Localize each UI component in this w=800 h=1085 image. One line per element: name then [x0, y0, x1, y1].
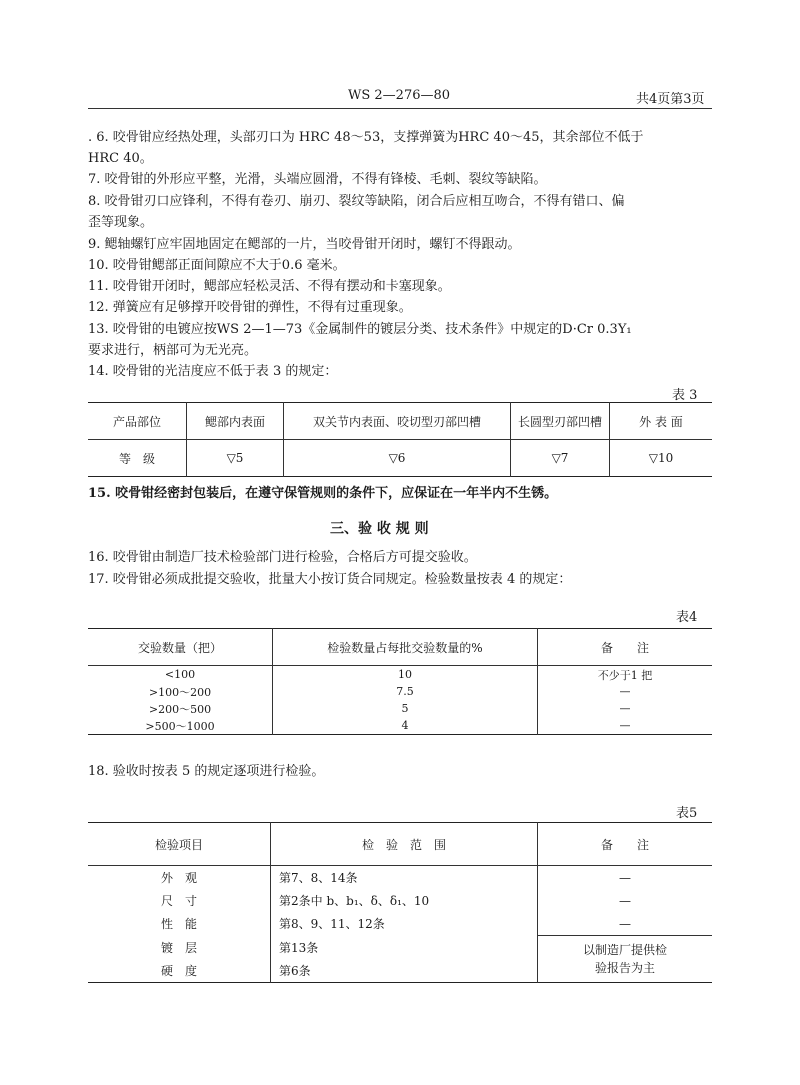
table-cell: 镀 层	[160, 940, 197, 955]
table-header-cell: 检验数量占每批交验数量的%	[273, 629, 538, 666]
para-13-line2: 要求进行，柄部可为无光亮。	[88, 343, 258, 358]
table3-label: 表 3	[672, 388, 698, 403]
table-header-cell: 备 注	[538, 629, 713, 666]
table-header-cell: 双关节内表面、咬切型刃部凹槽	[284, 403, 511, 440]
table-row	[88, 666, 712, 684]
para-6-line2: HRC 40。	[88, 151, 153, 166]
table-cell: 不少于1 把	[538, 666, 713, 684]
table-row	[88, 440, 712, 477]
table-cell: —	[538, 912, 713, 936]
table-row	[88, 889, 712, 912]
header-rule	[88, 108, 712, 109]
table-3	[88, 402, 712, 477]
para-8-line1: 8. 咬骨钳刃口应锋利，不得有卷刃、崩刃、裂纹等缺陷，闭合后应相互吻合，不得有错口、偏	[88, 194, 625, 209]
page-number: 共4页第3页	[636, 92, 705, 107]
table-cell: 第8、9、11、12条	[271, 912, 538, 936]
table-header-cell: 备 注	[538, 823, 713, 866]
para-16: 16. 咬骨钳由制造厂技术检验部门进行检验，合格后方可提交验收。	[88, 550, 477, 565]
table-row	[88, 683, 712, 700]
para-18: 18. 验收时按表 5 的规定逐项进行检验。	[88, 764, 325, 779]
table-header-cell: 检验项目	[88, 823, 271, 866]
merged-note-cell: 以制造厂提供检验报告为主	[538, 936, 713, 983]
table-row	[88, 700, 712, 717]
table-cell: —	[538, 866, 713, 890]
table-5	[88, 822, 712, 983]
table-row	[88, 936, 712, 959]
table-cell: 第13条	[271, 936, 538, 959]
table-cell: 第6条	[271, 959, 538, 983]
para-11: 11. 咬骨钳开闭时，鳃部应轻松灵活、不得有摆动和卡塞现象。	[88, 279, 451, 294]
table-cell: —	[538, 889, 713, 912]
table-cell: >200～500	[148, 702, 212, 716]
table-cell: —	[538, 700, 713, 717]
para-13-line1: 13. 咬骨钳的电镀应按WS 2—1—73《金属制件的镀层分类、技术条件》中规定的D·Cr 0.3Y₁	[88, 322, 632, 337]
table-cell: 第7、8、14条	[271, 866, 538, 890]
table-cell: —	[538, 717, 713, 735]
table-header-cell: 外 表 面	[610, 403, 713, 440]
table-row	[88, 912, 712, 936]
table-cell: 5	[273, 700, 538, 717]
para-15: 15. 咬骨钳经密封包装后，在遵守保管规则的条件下，应保证在一年半内不生锈。	[88, 486, 558, 501]
table5-label: 表5	[676, 806, 698, 821]
table-row	[88, 717, 712, 735]
table-header-cell: 长圆型刃部凹槽	[511, 403, 610, 440]
para-10: 10. 咬骨钳鳃部正面间隙应不大于0.6 毫米。	[88, 258, 346, 273]
table-cell: >500～1000	[145, 719, 215, 733]
table-cell: ▽10	[610, 440, 713, 477]
table-cell: 第2条中 b、b₁、δ、δ₁、10	[271, 889, 538, 912]
table-header-row	[88, 403, 712, 440]
table-cell: 7.5	[273, 683, 538, 700]
table-header-cell: 产品部位	[88, 403, 187, 440]
table-cell: ▽5	[187, 440, 284, 477]
table-row	[88, 866, 712, 890]
table-cell: 外 观	[160, 871, 197, 885]
table-cell: 等 级	[118, 451, 155, 466]
table-cell: 4	[273, 717, 538, 735]
table-cell: ▽6	[284, 440, 511, 477]
para-8-line2: 歪等现象。	[88, 215, 154, 230]
table-cell: >100～200	[148, 685, 212, 699]
table-cell: —	[538, 683, 713, 700]
table-cell: ▽7	[511, 440, 610, 477]
para-17: 17. 咬骨钳必须成批提交验收，批量大小按订货合同规定。检验数量按表 4 的规定：	[88, 572, 572, 587]
table-4	[88, 628, 712, 735]
table-header-row	[88, 629, 712, 666]
para-12: 12. 弹簧应有足够撑开咬骨钳的弹性，不得有过重现象。	[88, 300, 412, 315]
para-14: 14. 咬骨钳的光洁度应不低于表 3 的规定：	[88, 364, 338, 379]
table-header-row	[88, 823, 712, 866]
table4-label: 表4	[676, 610, 698, 625]
table-cell: 尺 寸	[160, 894, 197, 908]
table-cell: 性 能	[160, 917, 197, 932]
para-6-line1: . 6. 咬骨钳应经热处理，头部刃口为 HRC 48～53，支撑弹簧为HRC 40～45，其余部位不低于	[88, 130, 644, 145]
table-cell: <100	[164, 668, 196, 681]
section-title: 三、验 收 规 则	[330, 521, 429, 537]
standard-number: WS 2—276—80	[348, 88, 451, 103]
table-cell: 硬 度	[160, 963, 197, 978]
table-header-cell: 检 验 范 围	[271, 823, 538, 866]
table-cell: 10	[273, 666, 538, 684]
table-header-cell: 鳃部内表面	[187, 403, 284, 440]
para-7: 7. 咬骨钳的外形应平整，光滑，头端应圆滑，不得有锋棱、毛刺、裂纹等缺陷。	[88, 172, 547, 187]
para-9: 9. 鳃轴螺钉应牢固地固定在鳃部的一片，当咬骨钳开闭时，螺钉不得跟动。	[88, 237, 521, 252]
table-header-cell: 交验数量（把）	[88, 629, 273, 666]
